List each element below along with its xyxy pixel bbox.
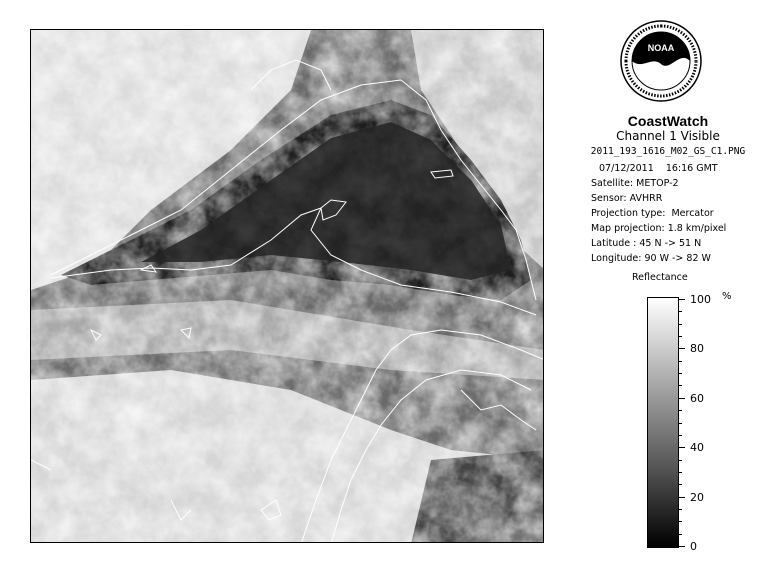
colorbar-minor-tick	[679, 361, 682, 362]
colorbar-unit: %	[722, 291, 732, 302]
colorbar-minor-tick	[679, 336, 682, 337]
colorbar-tick	[679, 299, 685, 300]
projection-type: Projection type: Mercator	[591, 208, 714, 219]
colorbar	[647, 297, 679, 548]
colorbar-minor-tick	[679, 410, 682, 411]
colorbar-minor-tick	[679, 435, 682, 436]
colorbar-tick	[679, 546, 685, 547]
colorbar-minor-tick	[679, 534, 682, 535]
colorbar-minor-tick	[679, 472, 682, 473]
colorbar-minor-tick	[679, 423, 682, 424]
colorbar-minor-tick	[679, 311, 682, 312]
colorbar-label: Reflectance	[632, 272, 688, 283]
colorbar-tick-label: 100	[690, 293, 711, 306]
colorbar-tick-label: 40	[690, 441, 704, 455]
colorbar-tick-label: 20	[690, 490, 704, 504]
satellite: Satellite: METOP-2	[591, 178, 679, 189]
image-subtitle: Channel 1 Visible	[616, 129, 720, 143]
colorbar-tick-label: 60	[690, 391, 704, 405]
noaa-logo	[620, 20, 702, 102]
colorbar-minor-tick	[679, 521, 682, 522]
longitude: Longitude: 90 W -> 82 W	[591, 253, 711, 264]
colorbar-minor-tick	[679, 460, 682, 461]
noaa-logo-text: NOAA	[647, 43, 675, 53]
date-time: 07/12/2011 16:16 GMT	[599, 163, 718, 174]
colorbar-tick	[679, 447, 685, 448]
map-projection: Map projection: 1.8 km/pixel	[591, 223, 727, 234]
sensor: Sensor: AVHRR	[591, 193, 663, 204]
colorbar-tick-label: 0	[690, 540, 697, 553]
colorbar-minor-tick	[679, 484, 682, 485]
colorbar-minor-tick	[679, 324, 682, 325]
latitude: Latitude : 45 N -> 51 N	[591, 238, 702, 249]
colorbar-minor-tick	[679, 385, 682, 386]
satellite-image-svg	[31, 30, 544, 543]
cloud-texture-fine	[31, 30, 544, 543]
colorbar-minor-tick	[679, 373, 682, 374]
metadata-block	[591, 161, 726, 266]
image-filename: 2011_193_1616_M02_GS_C1.PNG	[590, 146, 746, 157]
colorbar-tick	[679, 398, 685, 399]
satellite-image	[30, 29, 544, 543]
colorbar-tick-label: 80	[690, 342, 704, 356]
colorbar-minor-tick	[679, 509, 682, 510]
colorbar-tick	[679, 497, 685, 498]
colorbar-tick	[679, 348, 685, 349]
image-title: CoastWatch	[627, 113, 709, 129]
